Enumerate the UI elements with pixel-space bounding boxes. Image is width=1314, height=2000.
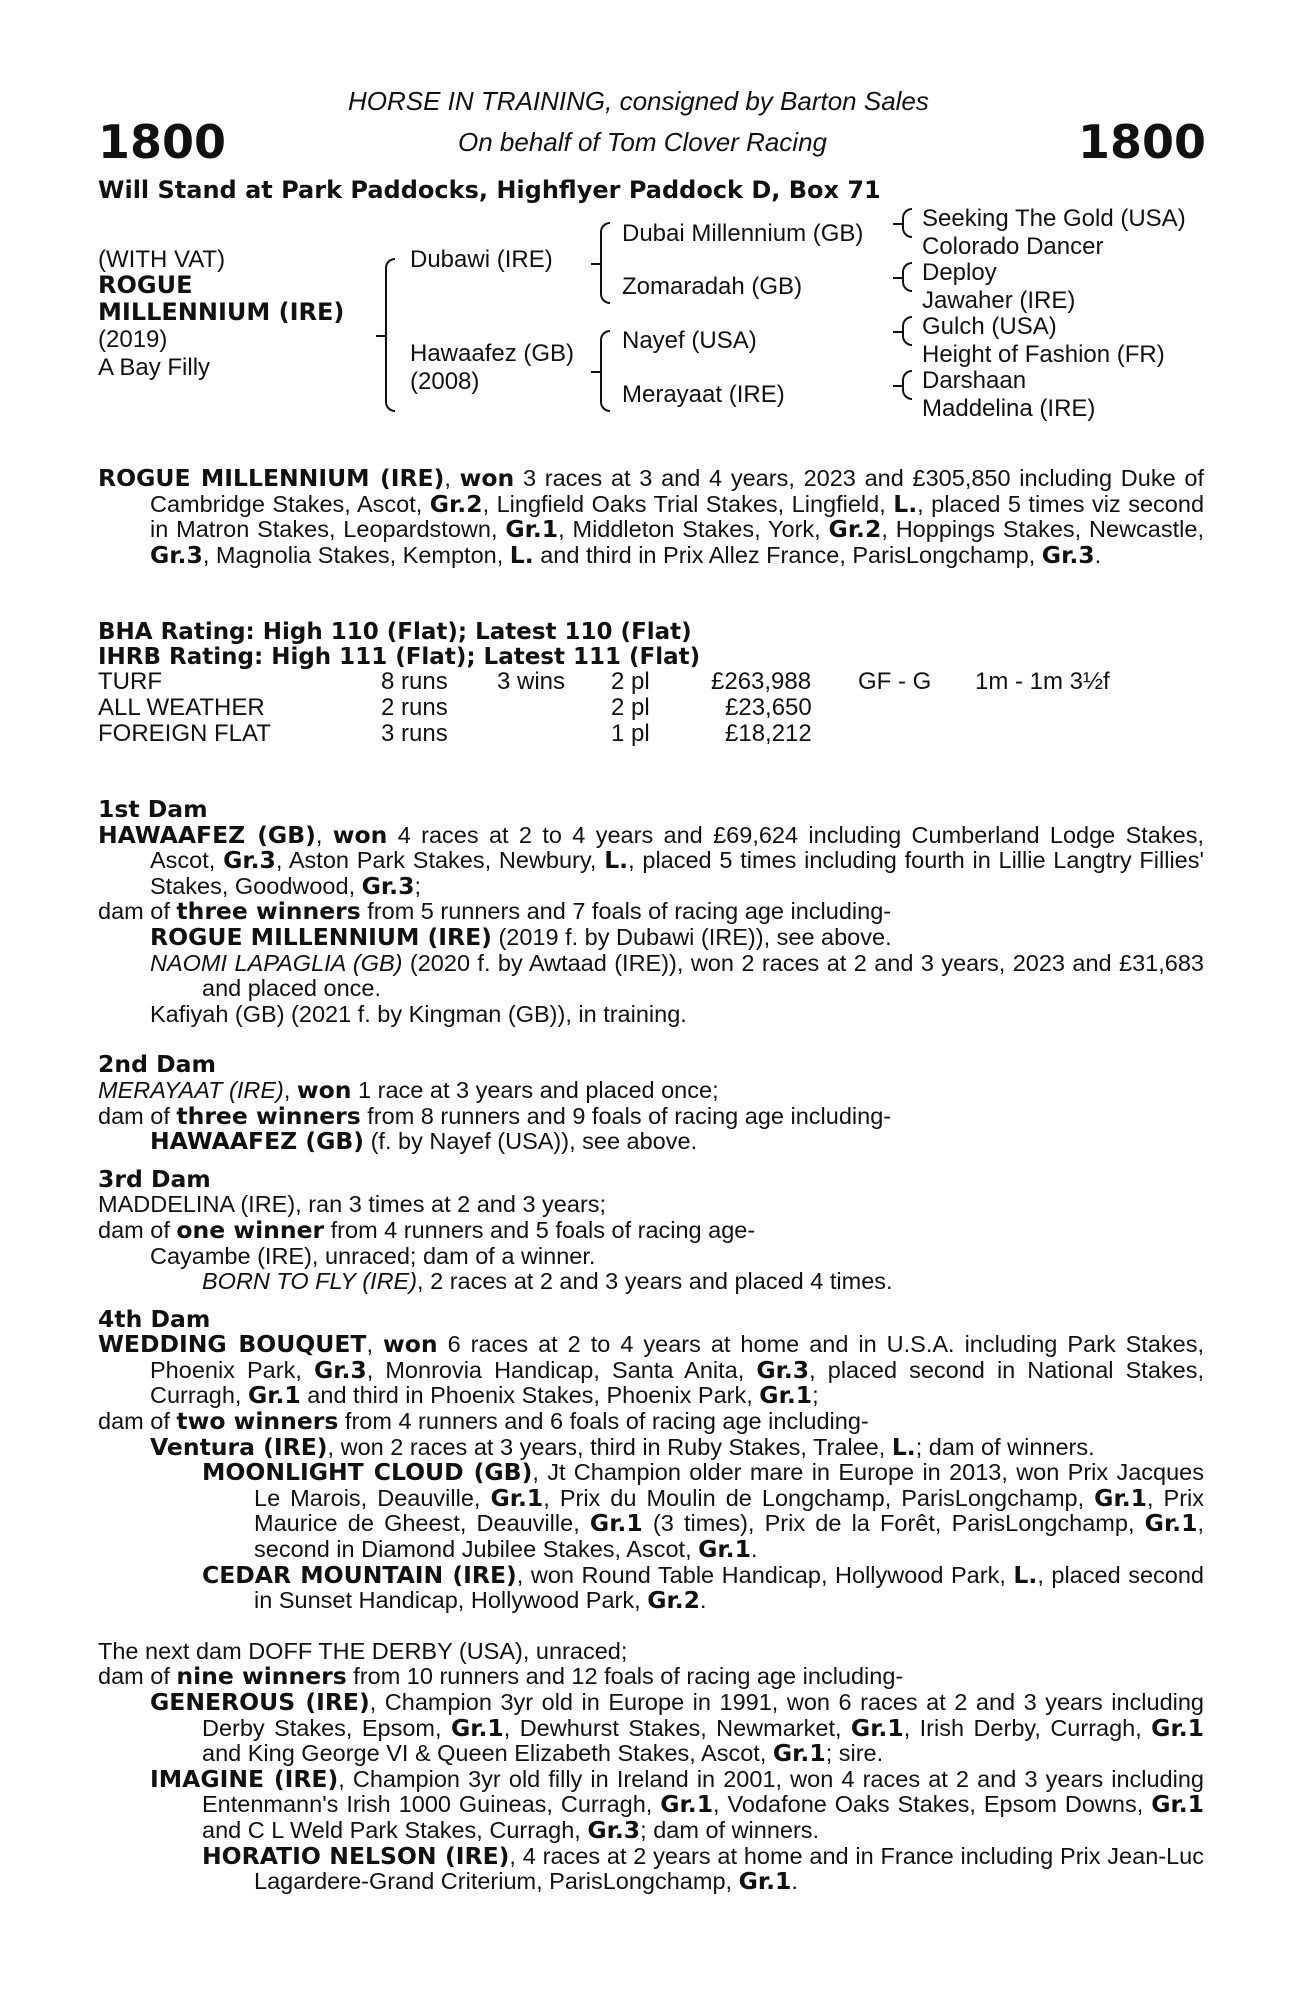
- pedigree-brace-gen1: [385, 258, 395, 412]
- venue-line: Will Stand at Park Paddocks, Highflyer Paddock D, Box 71: [98, 176, 881, 204]
- horse-name-line1: ROGUE: [98, 271, 193, 299]
- stats-going: GF - G: [858, 668, 932, 695]
- third-dam-heading: 3rd Dam: [98, 1164, 211, 1193]
- stats-placed: 2 pl: [611, 668, 650, 695]
- stats-surface: TURF: [98, 668, 162, 695]
- pedigree-brace-g3-4: [902, 370, 912, 400]
- vat-note: (WITH VAT): [98, 246, 226, 273]
- pedigree-dam: Hawaafez (GB): [410, 340, 575, 367]
- pedigree-g4-2: Colorado Dancer: [922, 233, 1104, 260]
- pedigree-brace-sire: [600, 222, 610, 304]
- stats-runs: 8 runs: [381, 668, 448, 695]
- pedigree-g4-7: Darshaan: [922, 367, 1027, 394]
- stats-runs: 2 runs: [381, 694, 448, 721]
- fourth-dam-heading: 4th Dam: [98, 1304, 211, 1333]
- stats-placed: 2 pl: [611, 694, 650, 721]
- on-behalf-line: On behalf of Tom Clover Racing: [458, 127, 828, 157]
- pedigree-g3-3: Nayef (USA): [622, 327, 757, 354]
- pedigree-g4-8: Maddelina (IRE): [922, 395, 1096, 422]
- racing-record: ROGUE MILLENNIUM (IRE), won 3 races at 3 and 4 years, 2023 and £305,850 including Duke of Cambridge Stakes, Ascot, Gr.2, Lingfield Oaks Trial Stakes, Lingfield, L., placed 5 times viz second in Matron Stakes, Leopardstown, Gr.1, Middleton Stakes, York, Gr.2, Hoppings Stakes, Newcastle, Gr.3, Magnolia Stakes, Kempton, L. and third in Prix Allez France, ParisLongchamp, Gr.3.: [98, 464, 1205, 569]
- horse-year: (2019): [98, 326, 168, 353]
- stats-distance: 1m - 1m 3½f: [975, 668, 1110, 695]
- pedigree-sire: Dubawi (IRE): [410, 246, 553, 273]
- second-dam-heading: 2nd Dam: [98, 1050, 216, 1079]
- stats-runs: 3 runs: [381, 720, 448, 747]
- pedigree-g3-4: Merayaat (IRE): [622, 381, 785, 408]
- stats-prize: £23,650: [725, 694, 812, 721]
- first-dam-heading: 1st Dam: [98, 795, 208, 823]
- pedigree-brace-dam: [600, 330, 610, 412]
- stats-prize: £18,212: [725, 720, 812, 747]
- family-section: 1st Dam HAWAAFEZ (GB), won 4 races at 2 to 4 years and £69,624 including Cumberland Lodge Stakes, Ascot, Gr.3, Aston Park Stakes, Newbury, L., placed 5 times including fourth in Lillie Langtry Fillies' Stakes, Goodwood, Gr.3; dam of three winners from 5 runners and 7 foals of racing age including- ROGUE MILLENNIUM (IRE) (2019 f. by Dubawi (IRE)), see above. NAOMI LAPAGLIA (GB) (2020 f. by Awtaad (IRE)), won 2 races at 2 and 3 years, 2023 and £31,683 and placed once. Kafiyah (GB) (2021 f. by Kingman (GB)), in training. 2nd Dam MERAYAAT (IRE), won 1 race at 3 years and placed once; dam of three winners from 8 runners and 9 foals of racing age including- HAWAAFEZ (GB) (f. by Nayef (USA)), see above. 3rd Dam MADDELINA (IRE), ran 3 times at 2 and 3 years; dam of one winner from 4 runners and 5 foals of racing age- Cayambe (IRE), unraced; dam of a winner. BORN TO FLY (IRE), 2 races at 2 and 3 years and placed 4 times. 4th Dam WEDDING BOUQUET, won 6 races at 2 to 4 years at home and in U.S.A. including Park Stakes, Phoenix Park, Gr.3, Monrovia Handicap, Santa Anita, Gr.3, placed second in National Stakes, Curragh, Gr.1 and third in Phoenix Stakes, Phoenix Park, Gr.1; dam of two winners from 4 runners and 6 foals of racing age including- Ventura (IRE), won 2 races at 3 years, third in Ruby Stakes, Tralee, L.; dam of winners. MOONLIGHT CLOUD (GB), Jt Champion older mare in Europe in 2013, won Prix Jacques Le Marois, Deauville, Gr.1, Prix du Moulin de Longchamp, ParisLongchamp, Gr.1, Prix Maurice de Gheest, Deauville, Gr.1 (3 times), Prix de la Forêt, ParisLongchamp, Gr.1, second in Diamond Jubilee Stakes, Ascot, Gr.1. CEDAR MOUNTAIN (IRE), won Round Table Handicap, Hollywood Park, L., placed second in Sunset Handicap, Hollywood Park, Gr.2. The next dam DOFF THE DERBY (USA), unraced; dam of nine winners from 10 runners and 12 foals of racing age including- GENEROUS (IRE), Champion 3yr old in Europe in 1991, won 6 races at 2 and 3 years including Derby Stakes, Epsom, Gr.1, Dewhurst Stakes, Newmarket, Gr.1, Irish Derby, Curragh, Gr.1 and King George VI & Queen Elizabeth Stakes, Ascot, Gr.1; sire. IMAGINE (IRE), Champion 3yr old filly in Ireland in 2001, won 4 races at 2 and 3 years including Entenmann's Irish 1000 Guineas, Curragh, Gr.1, Vodafone Oaks Stakes, Epsom Downs, Gr.1 and C L Weld Park Stakes, Curragh, Gr.3; dam of winners. HORATIO NELSON (IRE), 4 races at 2 years at home and in France including Prix Jean-Luc Lagardere-Grand Criterium, ParisLongchamp, Gr.1.: [98, 795, 1205, 1896]
- horse-name-line2: MILLENNIUM (IRE): [98, 298, 345, 326]
- pedigree-brace-g3-3: [902, 316, 912, 346]
- pedigree-g3-1: Dubai Millennium (GB): [622, 220, 864, 247]
- pedigree-g4-5: Gulch (USA): [922, 313, 1057, 340]
- pedigree-brace-g3-2: [902, 262, 912, 292]
- lot-number-left: 1800: [98, 115, 227, 169]
- lot-number-right: 1800: [1077, 115, 1206, 169]
- pedigree-brace-g3-1: [902, 208, 912, 238]
- stats-prize: £263,988: [711, 668, 812, 695]
- consignment-line: HORSE IN TRAINING, consigned by Barton Sales: [348, 86, 929, 116]
- pedigree-dam-year: (2008): [410, 368, 480, 395]
- ihrb-rating: IHRB Rating: High 111 (Flat); Latest 111 (Flat): [98, 644, 701, 670]
- bha-rating: BHA Rating: High 110 (Flat); Latest 110 (Flat): [98, 619, 692, 645]
- pedigree-g4-3: Deploy: [922, 259, 997, 286]
- pedigree-g4-1: Seeking The Gold (USA): [922, 205, 1186, 232]
- stats-wins: 3 wins: [497, 668, 566, 695]
- stats-surface: ALL WEATHER: [98, 694, 265, 721]
- pedigree-g3-2: Zomaradah (GB): [622, 273, 803, 300]
- pedigree-g4-6: Height of Fashion (FR): [922, 341, 1165, 368]
- horse-description: A Bay Filly: [98, 354, 211, 381]
- stats-surface: FOREIGN FLAT: [98, 720, 271, 747]
- stats-placed: 1 pl: [611, 720, 650, 747]
- pedigree-g4-4: Jawaher (IRE): [922, 287, 1076, 314]
